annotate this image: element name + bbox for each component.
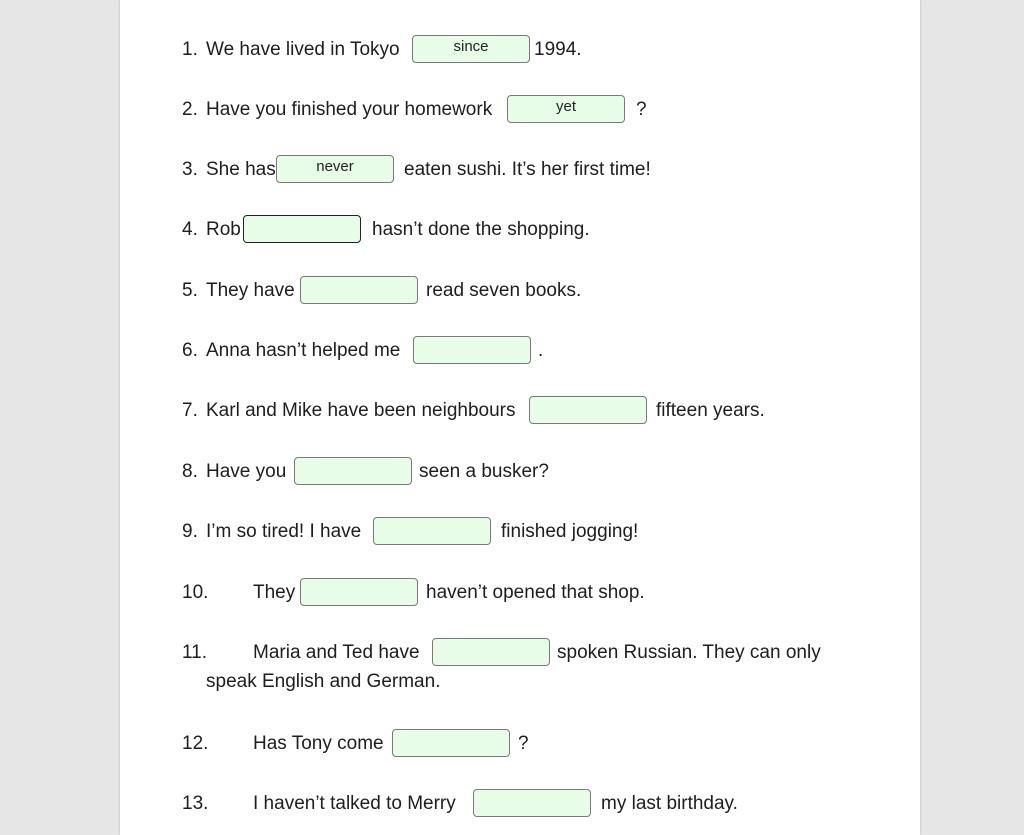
question-number: 10. [182, 582, 209, 603]
question-text-before: I’m so tired! I have [206, 521, 362, 542]
question-text-after: ? [518, 733, 529, 754]
question-text-before: They have [206, 280, 295, 301]
answer-input-4[interactable] [243, 215, 361, 243]
question-text-before: Anna hasn’t helped me [206, 340, 401, 361]
question-text-after: fifteen years. [656, 400, 765, 421]
question-number: 12. [182, 733, 209, 754]
question-text-after: hasn’t done the shopping. [372, 219, 590, 240]
question-text-before: I haven’t talked to Merry [253, 793, 456, 814]
question-text-before: They [253, 582, 296, 603]
answer-input-2[interactable]: yet [507, 95, 625, 123]
question-number: 11. [182, 642, 208, 663]
question-text-before: We have lived in Tokyo [206, 39, 400, 60]
question-text-after: 1994. [534, 39, 582, 60]
answer-input-5[interactable] [300, 276, 418, 304]
question-number: 8. [182, 461, 198, 482]
question-text-after: read seven books. [426, 280, 582, 301]
question-number: 9. [182, 521, 198, 542]
question-text-after: eaten sushi. It’s her first time! [404, 159, 651, 180]
question-number: 6. [182, 340, 198, 361]
question-text-before: Karl and Mike have been neighbours [206, 400, 516, 421]
question-text-after: . [538, 340, 544, 361]
question-number: 5. [182, 280, 198, 301]
question-text-after: ? [636, 99, 647, 120]
answer-input-3[interactable]: never [276, 155, 394, 183]
question-text-before: Has Tony come [253, 733, 384, 754]
question-11-continuation: speak English and German. [206, 671, 441, 692]
question-number: 3. [182, 159, 198, 180]
question-text-before: Have you finished your homework [206, 99, 493, 120]
question-number: 13. [182, 793, 209, 814]
question-number: 2. [182, 99, 198, 120]
answer-input-11[interactable] [432, 638, 550, 666]
question-text-after: haven’t opened that shop. [426, 582, 645, 603]
answer-input-12[interactable] [392, 729, 510, 757]
answer-input-9[interactable] [373, 517, 491, 545]
question-number: 7. [182, 400, 198, 421]
answer-input-8[interactable] [294, 457, 412, 485]
answer-input-13[interactable] [473, 789, 591, 817]
question-text-before: She has [206, 159, 276, 180]
question-text-after: seen a busker? [419, 461, 549, 482]
question-text-after: spoken Russian. They can only [557, 642, 821, 663]
question-text-before: Maria and Ted have [253, 642, 420, 663]
answer-input-10[interactable] [300, 578, 418, 606]
answer-input-1[interactable]: since [412, 35, 530, 63]
question-text-before: Rob [206, 219, 241, 240]
question-number: 4. [182, 219, 198, 240]
question-text-after: finished jogging! [501, 521, 639, 542]
answer-input-7[interactable] [529, 396, 647, 424]
worksheet-page [120, 0, 920, 835]
question-text-after: my last birthday. [601, 793, 738, 814]
answer-input-6[interactable] [413, 336, 531, 364]
question-number: 1. [182, 39, 198, 60]
question-text-before: Have you [206, 461, 287, 482]
